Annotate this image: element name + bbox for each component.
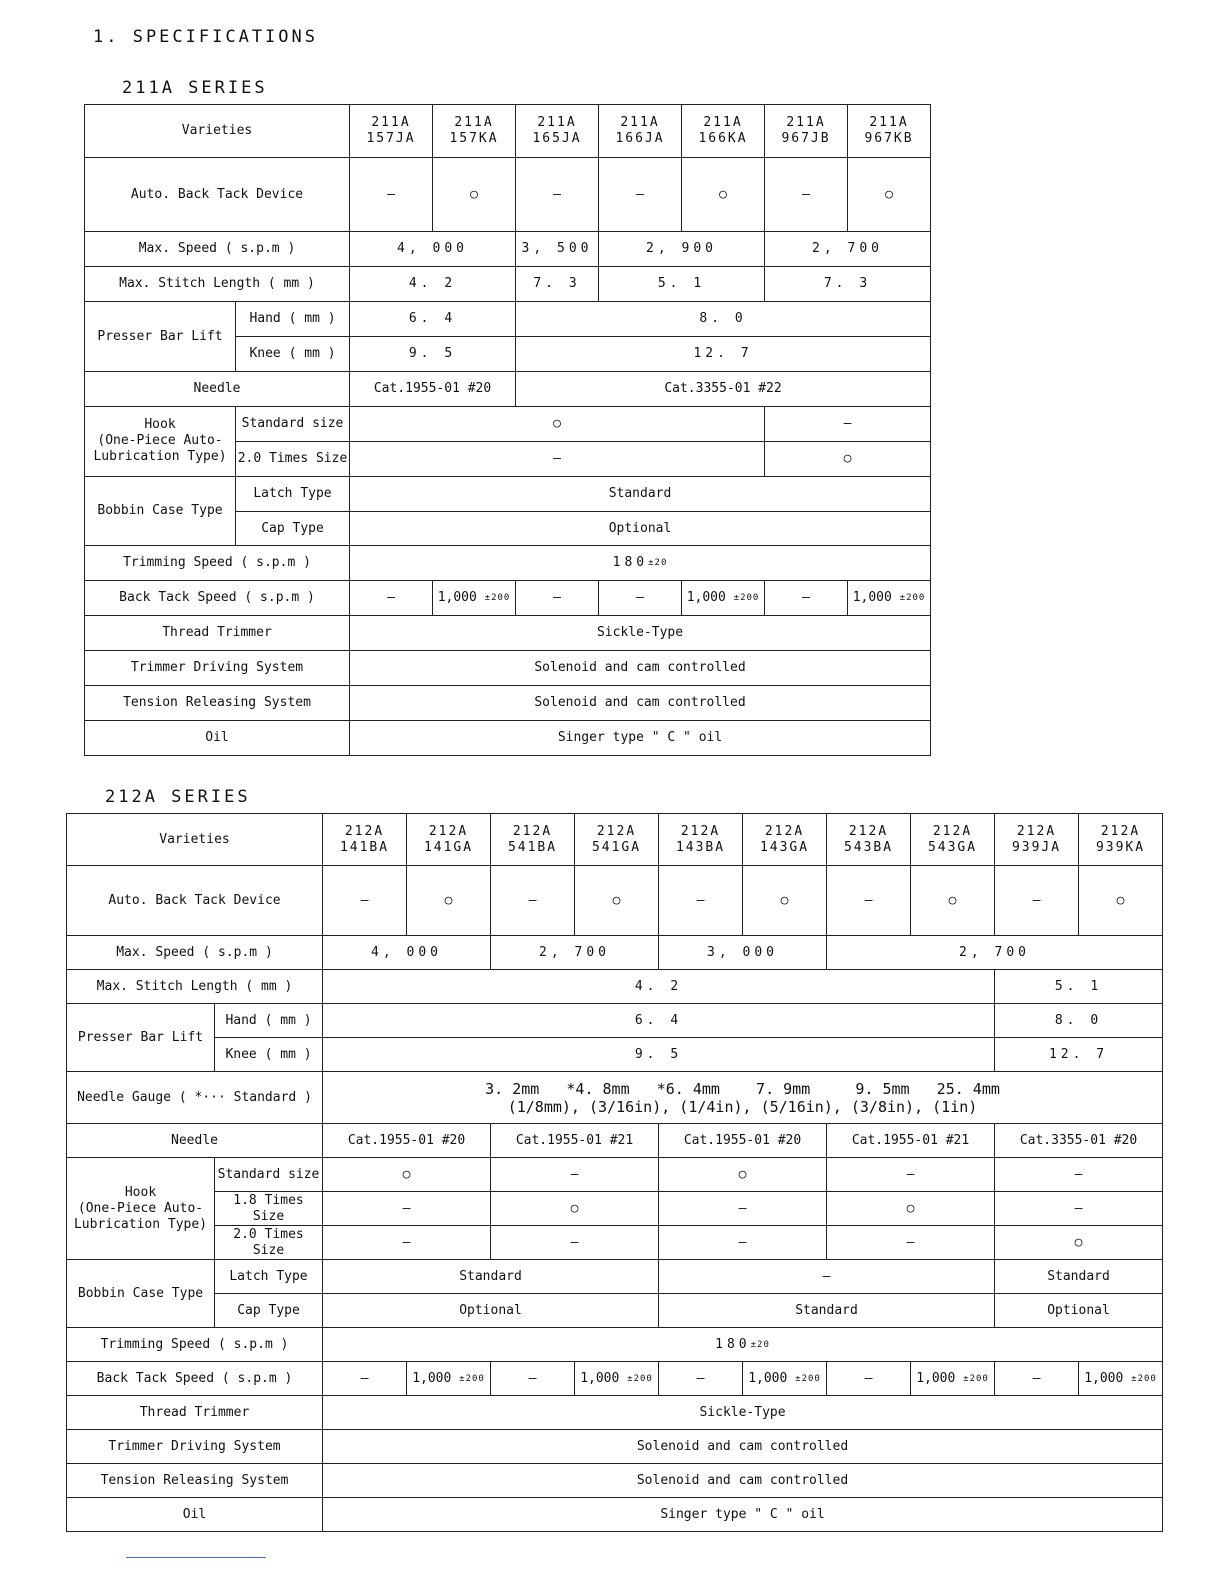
cell: — xyxy=(827,1362,911,1396)
cell: 4, 000 xyxy=(323,936,491,970)
model-header: 212A 141GA xyxy=(407,814,491,866)
cell: — xyxy=(659,1192,827,1226)
presser-knee-row xyxy=(67,1038,1163,1072)
cell: ○ xyxy=(995,1226,1163,1260)
cell: 4, 000 xyxy=(350,232,516,267)
model-header: 212A 141BA xyxy=(323,814,407,866)
cell: 2, 700 xyxy=(491,936,659,970)
cell: 4. 2 xyxy=(350,267,516,302)
row-label: Presser Bar Lift xyxy=(67,1004,215,1072)
model-header: 211A 967JB xyxy=(765,105,848,158)
cell: Optional xyxy=(323,1294,659,1328)
cell: 1,000 $^{\pm 200}$ xyxy=(911,1362,995,1396)
presser-hand-row xyxy=(67,1004,1163,1038)
cell: 2, 700 xyxy=(765,232,931,267)
row-label: Max. Speed ( s.p.m ) xyxy=(67,936,323,970)
oil-row xyxy=(85,721,931,756)
cell: ○ xyxy=(659,1158,827,1192)
cell: — xyxy=(491,1226,659,1260)
row-label: Back Tack Speed ( s.p.m ) xyxy=(85,581,350,616)
cell: — xyxy=(491,1158,659,1192)
cell: 8. 0 xyxy=(516,302,931,337)
sub-label: Knee ( mm ) xyxy=(236,337,350,372)
cell: — xyxy=(827,1226,995,1260)
cell: 1,000 $^{\pm 200}$ xyxy=(407,1362,491,1396)
sub-label: 2.0 Times Size xyxy=(236,441,350,476)
section-title: 1. SPECIFICATIONS xyxy=(93,27,318,47)
cell: — xyxy=(350,441,765,476)
cell: Cat.1955-01 #21 xyxy=(827,1124,995,1158)
cell: Standard xyxy=(350,476,931,511)
cell: Solenoid and cam controlled xyxy=(350,686,931,721)
row-label: Tension Releasing System xyxy=(67,1464,323,1498)
row-label: Trimming Speed ( s.p.m ) xyxy=(85,546,350,581)
row-label: Hook (One-Piece Auto- Lubrication Type) xyxy=(85,406,236,476)
row-label: Tension Releasing System xyxy=(85,686,350,721)
row-label: Back Tack Speed ( s.p.m ) xyxy=(67,1362,323,1396)
thread-trimmer-row xyxy=(67,1396,1163,1430)
cell: ○ xyxy=(1079,866,1163,936)
cell: 3, 000 xyxy=(659,936,827,970)
model-header: 211A 166KA xyxy=(682,105,765,158)
cell: Cat.1955-01 #20 xyxy=(323,1124,491,1158)
back-tack-speed-row xyxy=(85,581,931,616)
model-header: 212A 541BA xyxy=(491,814,575,866)
cell: — xyxy=(323,866,407,936)
cell: — xyxy=(516,581,599,616)
hook-standard-row xyxy=(67,1158,1163,1192)
max-stitch-row xyxy=(85,267,931,302)
needle-gauge-row xyxy=(67,1072,1163,1124)
sub-label: Hand ( mm ) xyxy=(215,1004,323,1038)
row-label: Bobbin Case Type xyxy=(67,1260,215,1328)
row-label: Oil xyxy=(85,721,350,756)
cell: Singer type " C " oil xyxy=(323,1498,1163,1532)
cell: Solenoid and cam controlled xyxy=(350,651,931,686)
cell: ○ xyxy=(323,1158,491,1192)
varieties-row xyxy=(85,105,931,158)
cell: 2, 700 xyxy=(827,936,1163,970)
sub-label: 1.8 Times Size xyxy=(215,1192,323,1226)
sub-label: Standard size xyxy=(236,406,350,441)
cell: 3. 2mm *4. 8mm *6. 4mm 7. 9mm 9. 5mm 25. 4mm (1/8mm), (3/16in), (1/4in), (5/16in), (3/8in), (1in) xyxy=(323,1072,1163,1124)
series-212a-title: 212A SERIES xyxy=(105,787,251,807)
cell: — xyxy=(323,1362,407,1396)
cell: Optional xyxy=(995,1294,1163,1328)
cell: — xyxy=(765,406,931,441)
series-211a-title: 211A SERIES xyxy=(122,78,268,98)
cell: 4. 2 xyxy=(323,970,995,1004)
presser-hand-row xyxy=(85,302,931,337)
cell: 9. 5 xyxy=(323,1038,995,1072)
sub-label: Knee ( mm ) xyxy=(215,1038,323,1072)
cell: 1,000 $^{\pm 200}$ xyxy=(848,581,931,616)
cell: 12. 7 xyxy=(995,1038,1163,1072)
row-label: Hook (One-Piece Auto- Lubrication Type) xyxy=(67,1158,215,1260)
cell: — xyxy=(323,1226,491,1260)
row-label: Trimming Speed ( s.p.m ) xyxy=(67,1328,323,1362)
cell: 2, 900 xyxy=(599,232,765,267)
row-label: Max. Speed ( s.p.m ) xyxy=(85,232,350,267)
cell: — xyxy=(491,1362,575,1396)
bobbin-latch-row xyxy=(85,476,931,511)
row-label: Max. Stitch Length ( mm ) xyxy=(67,970,323,1004)
model-header: 212A 143GA xyxy=(743,814,827,866)
sub-label: Latch Type xyxy=(236,476,350,511)
cell: — xyxy=(659,1226,827,1260)
row-label: Needle xyxy=(85,371,350,406)
cell: ○ xyxy=(407,866,491,936)
cell: Sickle-Type xyxy=(323,1396,1163,1430)
trimmer-driving-row xyxy=(67,1430,1163,1464)
needle-row xyxy=(67,1124,1163,1158)
trimmer-driving-row xyxy=(85,651,931,686)
trimming-speed-row xyxy=(85,546,931,581)
cell: — xyxy=(350,158,433,232)
model-header: 211A 165JA xyxy=(516,105,599,158)
cell: Solenoid and cam controlled xyxy=(323,1464,1163,1498)
cell: — xyxy=(323,1192,491,1226)
cell: — xyxy=(350,581,433,616)
row-label: Thread Trimmer xyxy=(67,1396,323,1430)
cell: Singer type " C " oil xyxy=(350,721,931,756)
model-header: 212A 543GA xyxy=(911,814,995,866)
cell: 7. 3 xyxy=(765,267,931,302)
cell: Cat.3355-01 #20 xyxy=(995,1124,1163,1158)
row-label: Bobbin Case Type xyxy=(85,476,236,546)
cell: 1,000 $^{\pm 200}$ xyxy=(575,1362,659,1396)
cell: Optional xyxy=(350,511,931,546)
spec-table-212a xyxy=(66,813,1163,1532)
auto-back-tack-row xyxy=(85,158,931,232)
cell: 7. 3 xyxy=(516,267,599,302)
trimming-speed-row xyxy=(67,1328,1163,1362)
decorative-underline xyxy=(126,1557,266,1558)
cell: 6. 4 xyxy=(323,1004,995,1038)
cell: ○ xyxy=(433,158,516,232)
model-header: 212A 543BA xyxy=(827,814,911,866)
tension-releasing-row xyxy=(85,686,931,721)
cell: — xyxy=(827,1158,995,1192)
sub-label: Hand ( mm ) xyxy=(236,302,350,337)
cell: ○ xyxy=(765,441,931,476)
cell: ○ xyxy=(682,158,765,232)
cell: — xyxy=(659,1362,743,1396)
row-label: Trimmer Driving System xyxy=(67,1430,323,1464)
row-label: Max. Stitch Length ( mm ) xyxy=(85,267,350,302)
model-header: 212A 143BA xyxy=(659,814,743,866)
cell: 3, 500 xyxy=(516,232,599,267)
oil-row xyxy=(67,1498,1163,1532)
cell: — xyxy=(516,158,599,232)
cell: — xyxy=(995,1192,1163,1226)
cell: — xyxy=(827,866,911,936)
cell: 6. 4 xyxy=(350,302,516,337)
model-header: 212A 939KA xyxy=(1079,814,1163,866)
cell: Cat.1955-01 #21 xyxy=(491,1124,659,1158)
model-header: 212A 939JA xyxy=(995,814,1079,866)
cell: — xyxy=(995,1362,1079,1396)
cell: Solenoid and cam controlled xyxy=(323,1430,1163,1464)
row-label: Auto. Back Tack Device xyxy=(67,866,323,936)
cell: — xyxy=(765,158,848,232)
cell: ○ xyxy=(911,866,995,936)
spec-table-211a xyxy=(84,104,931,756)
cell: Cat.1955-01 #20 xyxy=(659,1124,827,1158)
cell: $180^{\pm 20}$ xyxy=(350,546,931,581)
max-speed-row xyxy=(85,232,931,267)
cell: 5. 1 xyxy=(599,267,765,302)
cell: ○ xyxy=(491,1192,659,1226)
bobbin-cap-row xyxy=(67,1294,1163,1328)
cell: ○ xyxy=(575,866,659,936)
sub-label: Standard size xyxy=(215,1158,323,1192)
model-header: 211A 157JA xyxy=(350,105,433,158)
cell: 1,000 $^{\pm 200}$ xyxy=(743,1362,827,1396)
cell: — xyxy=(599,581,682,616)
cell: — xyxy=(765,581,848,616)
model-header: 212A 541GA xyxy=(575,814,659,866)
cell: 1,000 $^{\pm 200}$ xyxy=(682,581,765,616)
cell: 9. 5 xyxy=(350,337,516,372)
back-tack-speed-row xyxy=(67,1362,1163,1396)
cell: — xyxy=(659,866,743,936)
cell: Standard xyxy=(995,1260,1163,1294)
cell: 8. 0 xyxy=(995,1004,1163,1038)
hook-standard-row xyxy=(85,406,931,441)
hook-18-row xyxy=(67,1192,1163,1226)
cell: — xyxy=(491,866,575,936)
cell: — xyxy=(599,158,682,232)
max-stitch-row xyxy=(67,970,1163,1004)
cell: Standard xyxy=(323,1260,659,1294)
row-label: Needle Gauge ( *··· Standard ) xyxy=(67,1072,323,1124)
cell: ○ xyxy=(827,1192,995,1226)
sub-label: Cap Type xyxy=(215,1294,323,1328)
cell: 1,000 $^{\pm 200}$ xyxy=(433,581,516,616)
model-header: 211A 967KB xyxy=(848,105,931,158)
needle-row xyxy=(85,371,931,406)
sub-label: Cap Type xyxy=(236,511,350,546)
sub-label: Latch Type xyxy=(215,1260,323,1294)
row-label: Thread Trimmer xyxy=(85,616,350,651)
max-speed-row xyxy=(67,936,1163,970)
varieties-label: Varieties xyxy=(67,814,323,866)
varieties-label: Varieties xyxy=(85,105,350,158)
cell: 12. 7 xyxy=(516,337,931,372)
row-label: Trimmer Driving System xyxy=(85,651,350,686)
cell: ○ xyxy=(848,158,931,232)
cell: — xyxy=(995,866,1079,936)
cell: $180^{\pm 20}$ xyxy=(323,1328,1163,1362)
model-header: 211A 157KA xyxy=(433,105,516,158)
tension-releasing-row xyxy=(67,1464,1163,1498)
sub-label: 2.0 Times Size xyxy=(215,1226,323,1260)
cell: — xyxy=(659,1260,995,1294)
cell: Standard xyxy=(659,1294,995,1328)
cell: ○ xyxy=(743,866,827,936)
model-header: 211A 166JA xyxy=(599,105,682,158)
cell: — xyxy=(995,1158,1163,1192)
cell: 1,000 $^{\pm 200}$ xyxy=(1079,1362,1163,1396)
hook-20-row xyxy=(67,1226,1163,1260)
cell: Cat.3355-01 #22 xyxy=(516,371,931,406)
cell: ○ xyxy=(350,406,765,441)
auto-back-tack-row xyxy=(67,866,1163,936)
row-label: Needle xyxy=(67,1124,323,1158)
row-label: Presser Bar Lift xyxy=(85,302,236,372)
cell: 5. 1 xyxy=(995,970,1163,1004)
bobbin-latch-row xyxy=(67,1260,1163,1294)
cell: Cat.1955-01 #20 xyxy=(350,371,516,406)
row-label: Oil xyxy=(67,1498,323,1532)
thread-trimmer-row xyxy=(85,616,931,651)
row-label: Auto. Back Tack Device xyxy=(85,158,350,232)
varieties-row xyxy=(67,814,1163,866)
cell: Sickle-Type xyxy=(350,616,931,651)
